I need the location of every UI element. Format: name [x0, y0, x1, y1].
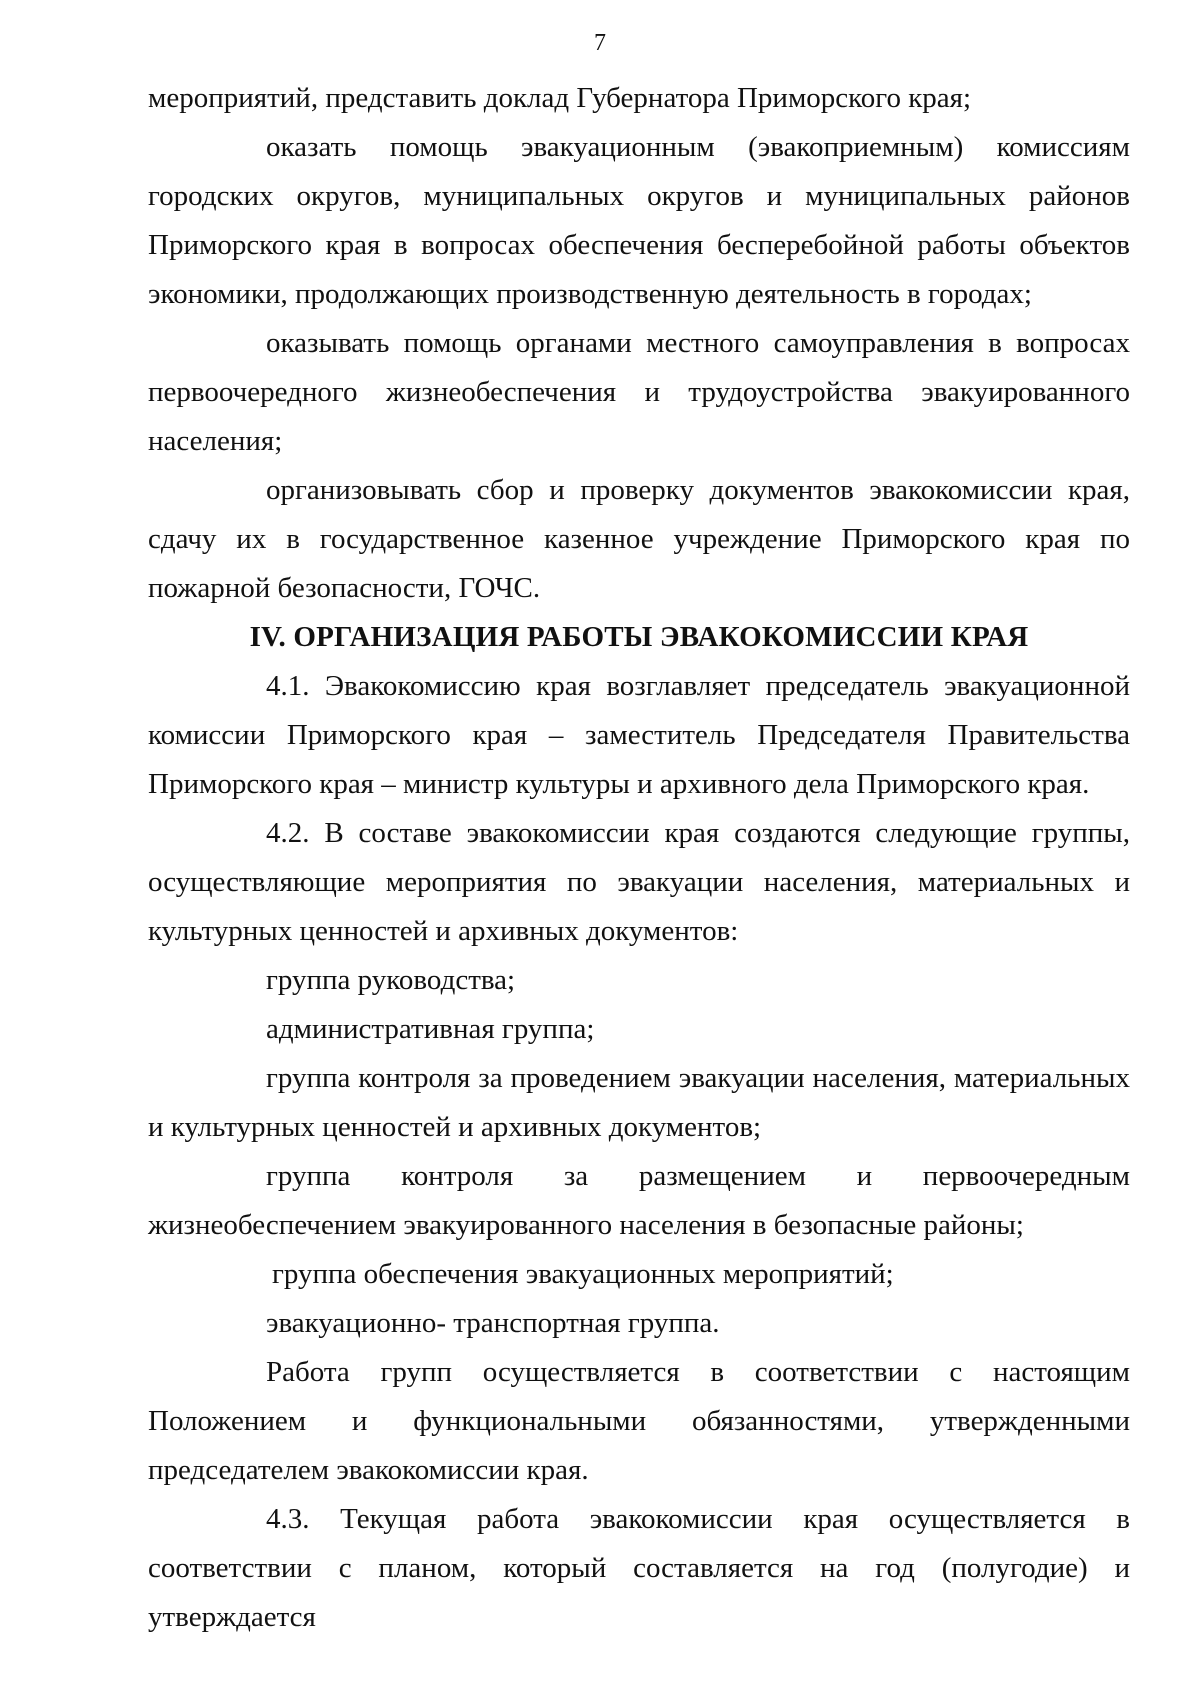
list-item-placement-control-group: группа контроля за размещением и первоочередным жизнеобеспечением эвакуированного населения в безопасные районы; — [148, 1160, 1130, 1241]
list-item-evacuation-control-group: группа контроля за проведением эвакуации населения, материальных и культурных ценностей и архивных документов; — [148, 1062, 1130, 1143]
paragraph-organize-documents: организовывать сбор и проверку документов эвакокомиссии края, сдачу их в государственное казенное учреждение Приморского края по пожарной безопасности, ГОЧС. — [148, 474, 1130, 604]
paragraph-4-1: 4.1. Эвакокомиссию края возглавляет председатель эвакуационной комиссии Приморского края – заместитель Председателя Правительства Приморского края – министр культуры и архивного дела Приморского края. — [148, 670, 1130, 800]
paragraph-4-3: 4.3. Текущая работа эвакокомиссии края осуществляется в соответствии с планом, который составляется на год (полугодие) и утверждается — [148, 1503, 1130, 1633]
page-number: 7 — [594, 30, 606, 56]
paragraph-4-2: 4.2. В составе эвакокомиссии края создаются следующие группы, осуществляющие мероприятия по эвакуации населения, материальных и культурных ценностей и архивных документов: — [148, 817, 1130, 947]
paragraph-group-work: Работа групп осуществляется в соответствии с настоящим Положением и функциональными обязанностями, утвержденными председателем эвакокомиссии края. — [148, 1356, 1130, 1486]
list-item-transport-group: эвакуационно- транспортная группа. — [266, 1307, 720, 1339]
list-item-administrative-group: административная группа; — [266, 1013, 595, 1045]
document-body — [148, 74, 1130, 1642]
list-item-support-group: группа обеспечения эвакуационных мероприятий; — [272, 1258, 894, 1290]
paragraph-continuation: мероприятий, представить доклад Губернатора Приморского края; — [148, 82, 972, 114]
paragraph-assist-commissions: оказать помощь эвакуационным (эвакоприемным) комиссиям городских округов, муниципальных округов и муниципальных районов Приморского края в вопросах обеспечения бесперебойной работы объектов экономики, продолжающих производственную деятельность в городах; — [148, 131, 1130, 310]
list-item-leadership-group: группа руководства; — [266, 964, 516, 996]
section-heading: IV. ОРГАНИЗАЦИЯ РАБОТЫ ЭВАКОКОМИССИИ КРАЯ — [249, 621, 1029, 653]
paragraph-assist-local-government: оказывать помощь органами местного самоуправления в вопросах первоочередного жизнеобеспечения и трудоустройства эвакуированного населения; — [148, 327, 1130, 457]
